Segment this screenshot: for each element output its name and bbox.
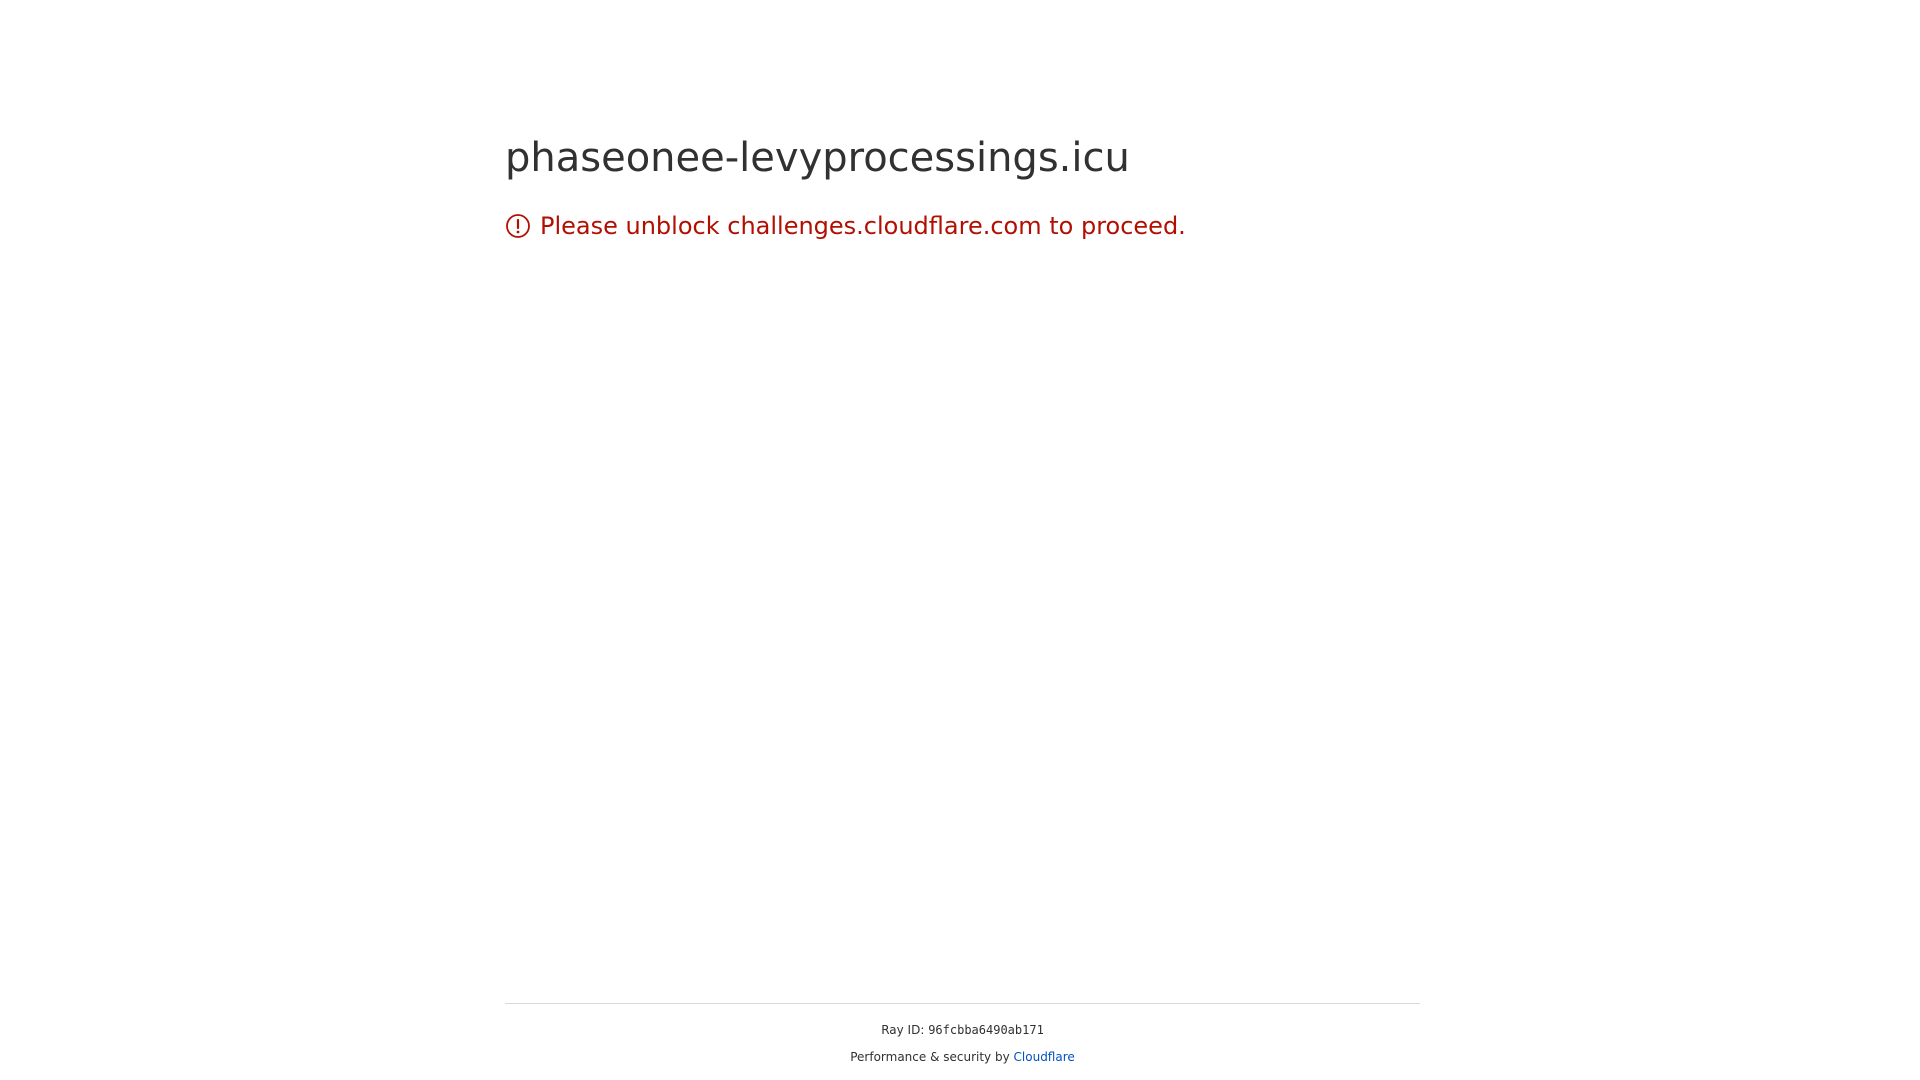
- exclamation-circle-icon: [505, 213, 531, 239]
- ray-id-value: 96fcbba6490ab171: [928, 1023, 1044, 1037]
- performance-line: [505, 1048, 1420, 1066]
- main-content: [505, 130, 1420, 243]
- page-title: phaseonee-levyprocessings.icu: [505, 135, 1130, 181]
- footer: [505, 1003, 1420, 1066]
- performance-text: Performance & security by: [850, 1050, 1010, 1064]
- ray-id-line: [505, 1021, 1420, 1039]
- cloudflare-link[interactable]: Cloudflare: [1013, 1050, 1075, 1064]
- unblock-alert: [505, 209, 1420, 243]
- ray-id-label: Ray ID:: [881, 1023, 925, 1037]
- alert-message: Please unblock challenges.cloudflare.com to proceed.: [540, 212, 1186, 240]
